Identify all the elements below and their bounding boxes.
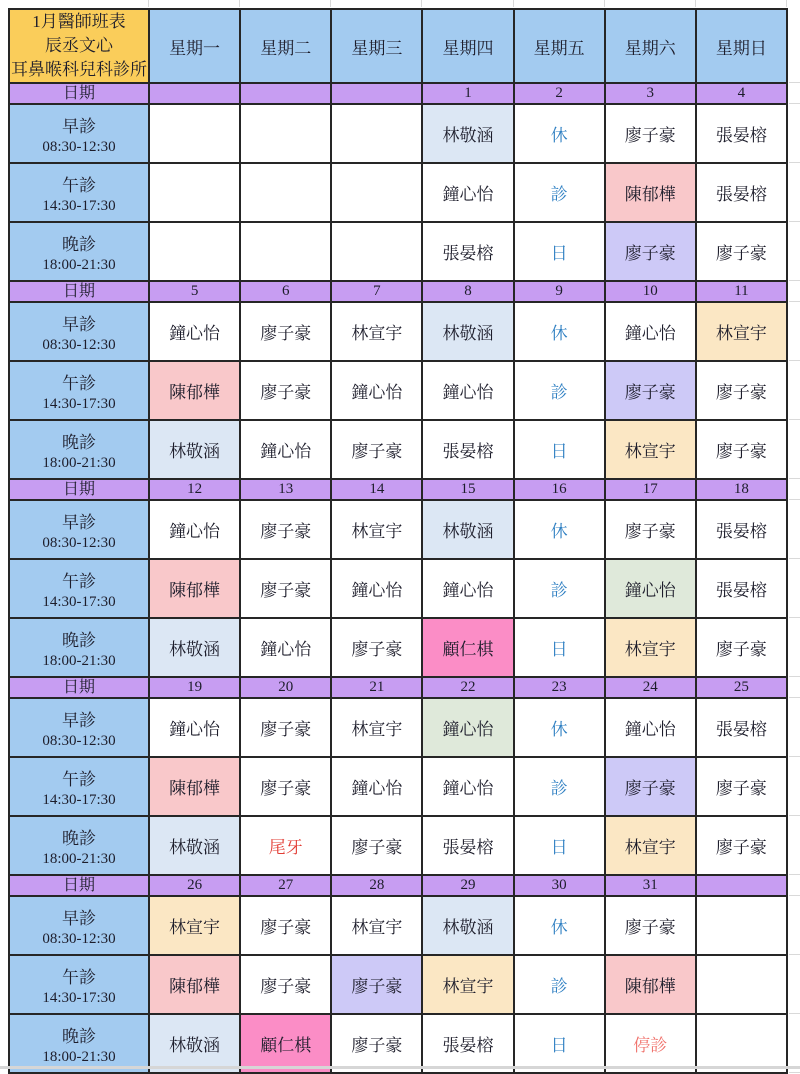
date-cell: 17 [605, 479, 696, 500]
schedule-cell: 日 [514, 420, 605, 479]
clinic-title-cell [9, 9, 149, 83]
schedule-cell: 診 [514, 559, 605, 618]
schedule-cell: 廖子豪 [605, 104, 696, 163]
schedule-cell: 鐘心怡 [605, 698, 696, 757]
day-header-saturday: 星期六 [605, 9, 696, 83]
date-row-label: 日期 [9, 677, 149, 698]
date-cell: 19 [149, 677, 240, 698]
schedule-cell: 林宣宇 [422, 955, 513, 1014]
schedule-cell: 廖子豪 [240, 361, 331, 420]
schedule-cell: 廖子豪 [605, 757, 696, 816]
schedule-cell: 張晏榕 [696, 559, 787, 618]
schedule-cell: 休 [514, 896, 605, 955]
schedule-cell: 休 [514, 500, 605, 559]
schedule-cell [696, 955, 787, 1014]
schedule-cell: 廖子豪 [240, 896, 331, 955]
schedule-cell: 鐘心怡 [240, 618, 331, 677]
date-row-week-2 [9, 281, 787, 302]
schedule-cell: 陳郁樺 [605, 163, 696, 222]
date-cell: 28 [331, 875, 422, 896]
schedule-cell: 廖子豪 [696, 757, 787, 816]
session-row-label: 晚診 18:00-21:30 [9, 222, 149, 281]
date-cell: 2 [514, 83, 605, 104]
schedule-cell: 顧仁棋 [240, 1014, 331, 1073]
afternoon-row-week-2 [9, 361, 787, 420]
schedule-cell: 日 [514, 1014, 605, 1073]
schedule-cell: 張晏榕 [696, 698, 787, 757]
schedule-cell: 林敬涵 [422, 500, 513, 559]
schedule-cell: 林宣宇 [149, 896, 240, 955]
schedule-cell: 廖子豪 [240, 698, 331, 757]
gridline-tick [148, 0, 149, 7]
clinic-name: 辰丞文心 [45, 36, 113, 56]
date-row-label: 日期 [9, 83, 149, 104]
schedule-cell: 張晏榕 [696, 163, 787, 222]
schedule-cell: 鐘心怡 [331, 559, 422, 618]
gridline-tick [789, 815, 800, 816]
schedule-cell: 鐘心怡 [422, 163, 513, 222]
schedule-cell [696, 1014, 787, 1073]
schedule-cell: 日 [514, 222, 605, 281]
schedule-cell: 休 [514, 698, 605, 757]
session-row-label: 晚診 18:00-21:30 [9, 816, 149, 875]
page-edge-line [0, 1066, 800, 1069]
session-row-label: 早診 08:30-12:30 [9, 500, 149, 559]
schedule-cell: 休 [514, 104, 605, 163]
schedule-cell [149, 222, 240, 281]
gridline-tick [239, 0, 240, 7]
evening-row-week-3 [9, 618, 787, 677]
gridline-tick [789, 419, 800, 420]
gridline-tick [421, 0, 422, 7]
schedule-cell: 鐘心怡 [331, 757, 422, 816]
gridline-tick [789, 301, 800, 302]
morning-row-week-2 [9, 302, 787, 361]
date-cell: 13 [240, 479, 331, 500]
date-cell [696, 875, 787, 896]
schedule-cell: 廖子豪 [605, 896, 696, 955]
session-row-label: 午診 14:30-17:30 [9, 955, 149, 1014]
session-row-label: 午診 14:30-17:30 [9, 559, 149, 618]
gridline-tick [789, 478, 800, 479]
schedule-cell: 廖子豪 [696, 420, 787, 479]
date-cell: 11 [696, 281, 787, 302]
morning-row-week-3 [9, 500, 787, 559]
schedule-cell [696, 896, 787, 955]
evening-row-week-2 [9, 420, 787, 479]
gridline-tick [786, 0, 787, 7]
session-row-label: 晚診 18:00-21:30 [9, 1014, 149, 1073]
morning-row-week-4 [9, 698, 787, 757]
schedule-cell [331, 222, 422, 281]
gridline-tick [789, 756, 800, 757]
schedule-cell: 鐘心怡 [422, 698, 513, 757]
gridline-tick [789, 82, 800, 83]
schedule-cell: 林宣宇 [331, 698, 422, 757]
schedule-cell: 陳郁樺 [605, 955, 696, 1014]
date-cell: 18 [696, 479, 787, 500]
schedule-cell: 鐘心怡 [149, 698, 240, 757]
schedule-sheet [8, 8, 788, 1074]
schedule-cell: 張晏榕 [422, 816, 513, 875]
schedule-cell: 陳郁樺 [149, 559, 240, 618]
schedule-cell: 張晏榕 [696, 104, 787, 163]
day-header-friday: 星期五 [514, 9, 605, 83]
gridline-tick [789, 676, 800, 677]
schedule-cell: 張晏榕 [422, 420, 513, 479]
schedule-cell: 林宣宇 [605, 816, 696, 875]
session-row-label: 午診 14:30-17:30 [9, 361, 149, 420]
session-row-label: 早診 08:30-12:30 [9, 104, 149, 163]
session-row-label: 早診 08:30-12:30 [9, 896, 149, 955]
afternoon-row-week-1 [9, 163, 787, 222]
schedule-cell: 廖子豪 [331, 420, 422, 479]
gridline-tick [789, 954, 800, 955]
date-cell: 21 [331, 677, 422, 698]
date-row-week-4 [9, 677, 787, 698]
schedule-cell: 林敬涵 [422, 104, 513, 163]
morning-row-week-1 [9, 104, 787, 163]
schedule-cell: 診 [514, 163, 605, 222]
date-cell: 5 [149, 281, 240, 302]
gridline-tick [789, 162, 800, 163]
day-header-thursday: 星期四 [422, 9, 513, 83]
schedule-cell: 廖子豪 [605, 500, 696, 559]
date-cell: 26 [149, 875, 240, 896]
gridline-tick [789, 499, 800, 500]
date-cell: 6 [240, 281, 331, 302]
date-cell: 30 [514, 875, 605, 896]
schedule-cell: 停診 [605, 1014, 696, 1073]
gridline-tick [789, 617, 800, 618]
gridline-tick [695, 0, 696, 7]
evening-row-week-4 [9, 816, 787, 875]
afternoon-row-week-4 [9, 757, 787, 816]
day-header-wednesday: 星期三 [331, 9, 422, 83]
schedule-cell [240, 104, 331, 163]
date-cell: 8 [422, 281, 513, 302]
date-cell: 7 [331, 281, 422, 302]
date-cell: 24 [605, 677, 696, 698]
schedule-cell: 廖子豪 [696, 618, 787, 677]
schedule-cell [331, 104, 422, 163]
schedule-cell: 鐘心怡 [149, 302, 240, 361]
schedule-cell: 廖子豪 [240, 955, 331, 1014]
gridline-tick [789, 874, 800, 875]
day-header-monday: 星期一 [149, 9, 240, 83]
schedule-cell: 廖子豪 [331, 955, 422, 1014]
date-cell: 10 [605, 281, 696, 302]
schedule-cell: 鐘心怡 [149, 500, 240, 559]
date-cell: 12 [149, 479, 240, 500]
schedule-table [8, 8, 788, 1074]
day-header-tuesday: 星期二 [240, 9, 331, 83]
schedule-cell: 診 [514, 757, 605, 816]
schedule-cell: 林宣宇 [331, 500, 422, 559]
morning-row-week-5 [9, 896, 787, 955]
schedule-cell: 林宣宇 [331, 302, 422, 361]
schedule-cell: 林宣宇 [605, 618, 696, 677]
schedule-cell: 廖子豪 [331, 1014, 422, 1073]
day-header-sunday: 星期日 [696, 9, 787, 83]
date-cell [149, 83, 240, 104]
clinic-subtitle: 耳鼻喉科兒科診所 [11, 60, 147, 80]
weekday-header-row [9, 9, 787, 83]
schedule-cell: 顧仁棋 [422, 618, 513, 677]
date-cell: 23 [514, 677, 605, 698]
schedule-cell: 林敬涵 [422, 896, 513, 955]
date-cell: 31 [605, 875, 696, 896]
schedule-cell: 廖子豪 [331, 816, 422, 875]
evening-row-week-5 [9, 1014, 787, 1073]
schedule-cell: 林宣宇 [696, 302, 787, 361]
schedule-cell: 林敬涵 [149, 1014, 240, 1073]
gridline-tick [789, 558, 800, 559]
schedule-cell: 休 [514, 302, 605, 361]
date-cell: 16 [514, 479, 605, 500]
schedule-cell: 廖子豪 [240, 500, 331, 559]
gridline-tick [789, 1072, 800, 1073]
schedule-cell: 廖子豪 [331, 618, 422, 677]
schedule-cell: 鐘心怡 [422, 559, 513, 618]
session-row-label: 午診 14:30-17:30 [9, 757, 149, 816]
session-row-label: 早診 08:30-12:30 [9, 302, 149, 361]
schedule-cell: 林敬涵 [149, 816, 240, 875]
schedule-cell: 廖子豪 [605, 361, 696, 420]
schedule-cell: 林敬涵 [149, 420, 240, 479]
session-row-label: 晚診 18:00-21:30 [9, 420, 149, 479]
date-cell: 29 [422, 875, 513, 896]
date-row-week-1 [9, 83, 787, 104]
gridline-tick [789, 280, 800, 281]
schedule-cell: 廖子豪 [240, 757, 331, 816]
date-row-label: 日期 [9, 281, 149, 302]
gridline-tick [330, 0, 331, 7]
schedule-cell: 鐘心怡 [331, 361, 422, 420]
schedule-cell: 鐘心怡 [240, 420, 331, 479]
schedule-cell [149, 163, 240, 222]
schedule-cell: 尾牙 [240, 816, 331, 875]
schedule-cell: 鐘心怡 [422, 757, 513, 816]
schedule-cell: 鐘心怡 [605, 302, 696, 361]
date-cell: 22 [422, 677, 513, 698]
schedule-cell [149, 104, 240, 163]
date-cell [331, 83, 422, 104]
schedule-cell: 林敬涵 [149, 618, 240, 677]
date-row-label: 日期 [9, 875, 149, 896]
date-row-label: 日期 [9, 479, 149, 500]
gridline-tick [789, 895, 800, 896]
gridline-tick [789, 360, 800, 361]
schedule-cell: 張晏榕 [422, 1014, 513, 1073]
date-cell: 3 [605, 83, 696, 104]
schedule-cell [331, 163, 422, 222]
date-cell: 27 [240, 875, 331, 896]
session-row-label: 晚診 18:00-21:30 [9, 618, 149, 677]
schedule-cell: 日 [514, 618, 605, 677]
schedule-cell: 張晏榕 [422, 222, 513, 281]
date-cell: 14 [331, 479, 422, 500]
schedule-cell: 廖子豪 [696, 361, 787, 420]
schedule-cell [240, 163, 331, 222]
date-row-week-3 [9, 479, 787, 500]
schedule-cell: 廖子豪 [696, 222, 787, 281]
schedule-cell: 陳郁樺 [149, 955, 240, 1014]
session-row-label: 午診 14:30-17:30 [9, 163, 149, 222]
schedule-cell: 鐘心怡 [605, 559, 696, 618]
afternoon-row-week-3 [9, 559, 787, 618]
schedule-cell: 陳郁樺 [149, 361, 240, 420]
afternoon-row-week-5 [9, 955, 787, 1014]
schedule-cell: 廖子豪 [696, 816, 787, 875]
schedule-cell: 診 [514, 361, 605, 420]
schedule-cell: 廖子豪 [605, 222, 696, 281]
schedule-cell: 日 [514, 816, 605, 875]
schedule-cell: 張晏榕 [696, 500, 787, 559]
schedule-cell: 林敬涵 [422, 302, 513, 361]
gridline-tick [789, 1013, 800, 1014]
gridline-tick [789, 103, 800, 104]
gridline-tick [789, 221, 800, 222]
date-cell: 1 [422, 83, 513, 104]
schedule-cell: 廖子豪 [240, 559, 331, 618]
date-cell [240, 83, 331, 104]
date-cell: 4 [696, 83, 787, 104]
session-row-label: 早診 08:30-12:30 [9, 698, 149, 757]
date-row-week-5 [9, 875, 787, 896]
gridline-tick [604, 0, 605, 7]
evening-row-week-1 [9, 222, 787, 281]
date-cell: 25 [696, 677, 787, 698]
schedule-cell [240, 222, 331, 281]
schedule-cell: 鐘心怡 [422, 361, 513, 420]
gridline-tick [789, 697, 800, 698]
schedule-cell: 診 [514, 955, 605, 1014]
schedule-cell: 陳郁樺 [149, 757, 240, 816]
date-cell: 15 [422, 479, 513, 500]
date-cell: 20 [240, 677, 331, 698]
schedule-cell: 廖子豪 [240, 302, 331, 361]
schedule-title: 1月醫師班表 [32, 12, 126, 31]
gridline-tick [513, 0, 514, 7]
schedule-cell: 林宣宇 [331, 896, 422, 955]
schedule-cell: 林宣宇 [605, 420, 696, 479]
date-cell: 9 [514, 281, 605, 302]
